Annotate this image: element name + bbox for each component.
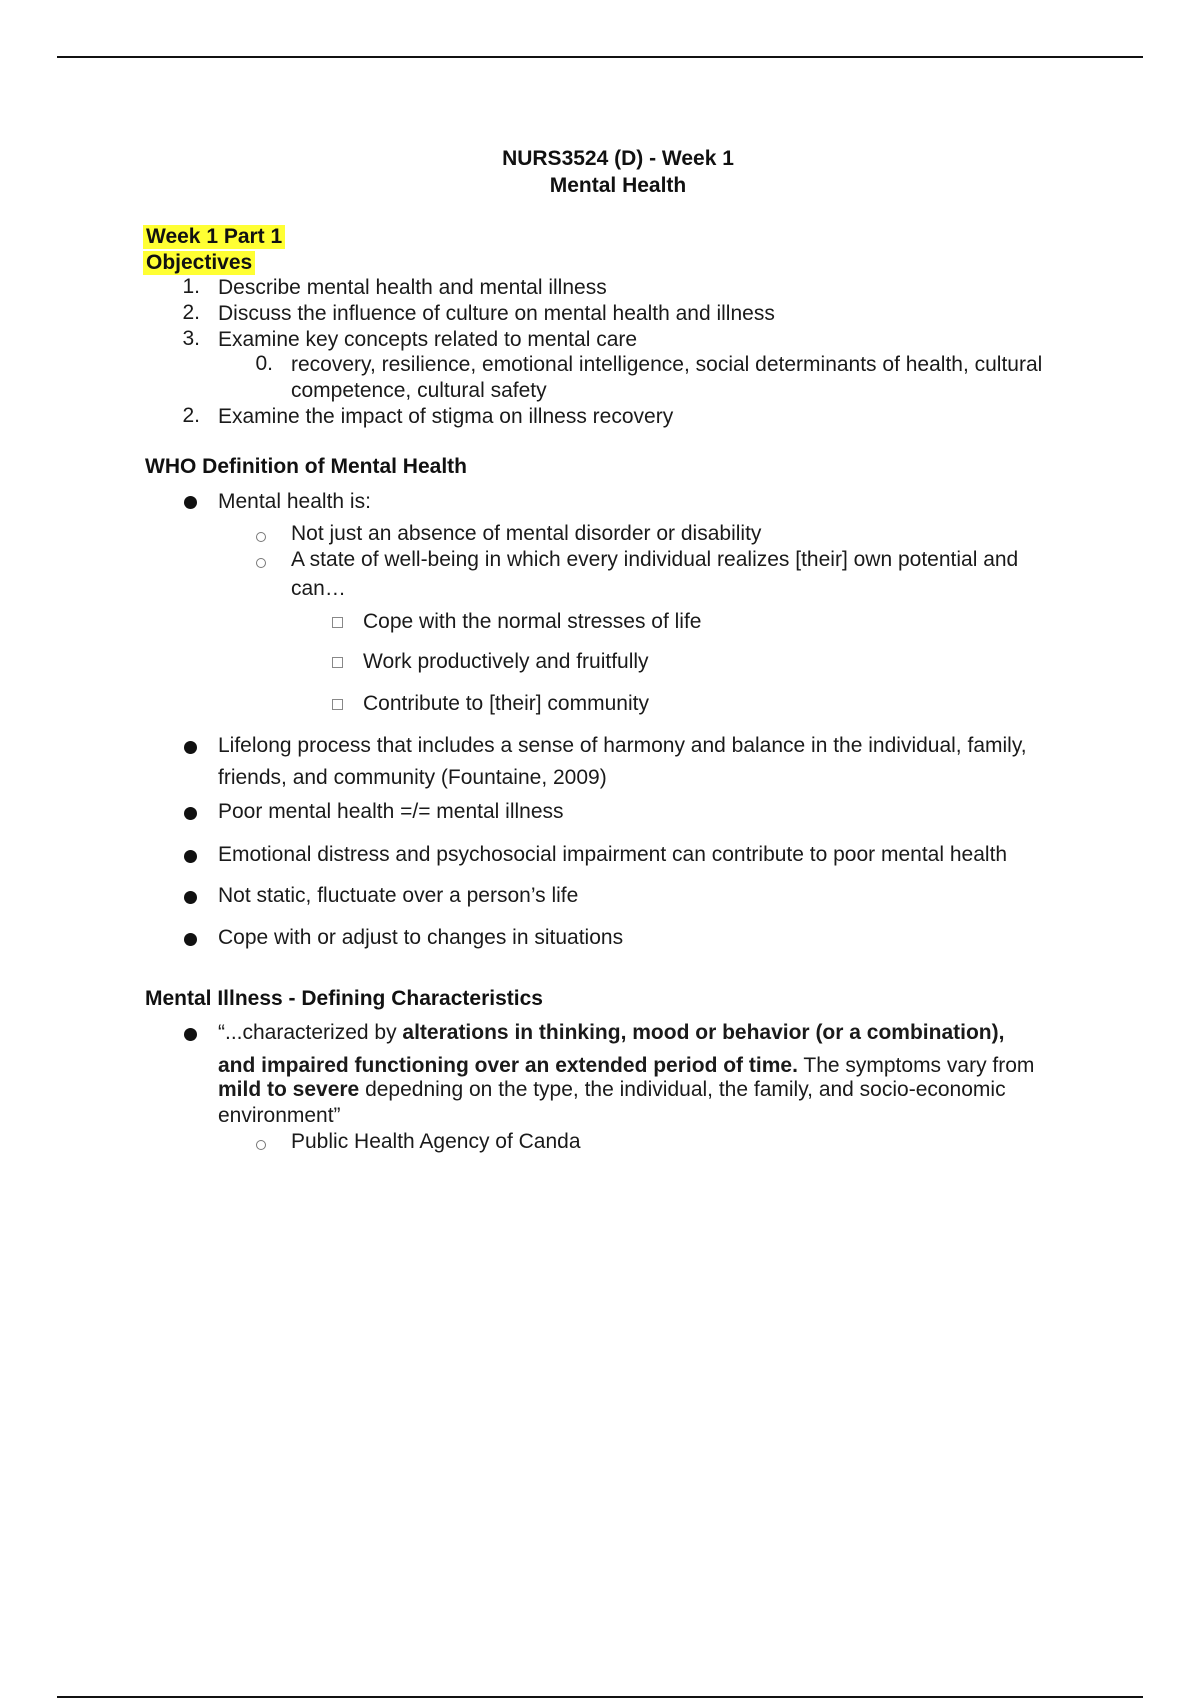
quote-source: Public Health Agency of Canda — [291, 1130, 581, 1153]
bullet-icon — [184, 933, 197, 946]
illness-quote-line — [218, 1053, 1034, 1079]
sub-objective-line: recovery, resilience, emotional intelligence, social determinants of health, cultural — [291, 353, 1043, 376]
circle-bullet-icon — [256, 532, 266, 542]
illness-quote-line — [218, 1020, 1004, 1046]
bullet-icon — [184, 1028, 197, 1041]
objective-item: Examine the impact of stigma on illness recovery — [218, 405, 674, 428]
quote-emphasis: mild to severe — [218, 1078, 360, 1101]
who-sub-item-continuation: can… — [291, 577, 346, 600]
objective-item: Discuss the influence of culture on mental health and illness — [218, 302, 775, 325]
square-bullet-icon — [332, 617, 343, 628]
quote-text: The symptoms vary from — [797, 1054, 1035, 1077]
who-sub-item: Not just an absence of mental disorder or disability — [291, 522, 762, 545]
quote-emphasis: and impaired functioning over an extended period of time. — [218, 1054, 798, 1077]
quote-text: depedning on the type, the individual, the family, and socio-economic — [359, 1078, 1006, 1101]
objective-number: 2. — [182, 404, 200, 427]
who-intro: Mental health is: — [218, 490, 371, 513]
who-bullet: Cope with or adjust to changes in situations — [218, 926, 624, 949]
objective-item: Describe mental health and mental illness — [218, 276, 607, 299]
who-sub-item: A state of well-being in which every individual realizes [their] own potential and — [291, 548, 1019, 571]
illness-quote-line — [218, 1077, 1006, 1103]
objective-number: 2. — [182, 301, 200, 324]
bullet-icon — [184, 850, 197, 863]
can-item: Work productively and fruitfully — [363, 650, 649, 673]
bullet-icon — [184, 741, 197, 754]
objective-number: 1. — [182, 275, 200, 298]
who-bullet: Not static, fluctuate over a person’s life — [218, 884, 579, 907]
bullet-icon — [184, 891, 197, 904]
illness-quote-line: environment” — [218, 1104, 341, 1127]
sub-objective-number: 0. — [255, 352, 273, 375]
who-bullet: Poor mental health =/= mental illness — [218, 800, 564, 823]
bullet-icon — [184, 807, 197, 820]
top-rule — [57, 56, 1143, 58]
circle-bullet-icon — [256, 1140, 266, 1150]
quote-emphasis: alterations in thinking, mood or behavior (or a combination), — [402, 1021, 1005, 1044]
bullet-icon — [184, 496, 197, 509]
document-subtitle: Mental Health — [549, 174, 687, 197]
illness-heading: Mental Illness - Defining Characteristics — [145, 987, 543, 1010]
who-heading: WHO Definition of Mental Health — [145, 455, 467, 478]
bottom-rule — [57, 1696, 1143, 1698]
objective-item: Examine key concepts related to mental care — [218, 328, 638, 351]
who-bullet: Lifelong process that includes a sense of harmony and balance in the individual, family, — [218, 734, 1027, 757]
who-bullet-continuation: friends, and community (Fountaine, 2009) — [218, 766, 607, 789]
circle-bullet-icon — [256, 558, 266, 568]
can-item: Cope with the normal stresses of life — [363, 610, 702, 633]
square-bullet-icon — [332, 699, 343, 710]
objective-number: 3. — [182, 327, 200, 350]
week-heading: Week 1 Part 1 — [143, 225, 285, 249]
quote-text: “...characterized by — [218, 1021, 403, 1044]
objectives-heading: Objectives — [143, 251, 255, 275]
can-item: Contribute to [their] community — [363, 692, 649, 715]
who-bullet: Emotional distress and psychosocial impairment can contribute to poor mental health — [218, 843, 1008, 866]
square-bullet-icon — [332, 657, 343, 668]
document-title: NURS3524 (D) - Week 1 — [502, 147, 734, 170]
sub-objective-line: competence, cultural safety — [291, 379, 547, 402]
